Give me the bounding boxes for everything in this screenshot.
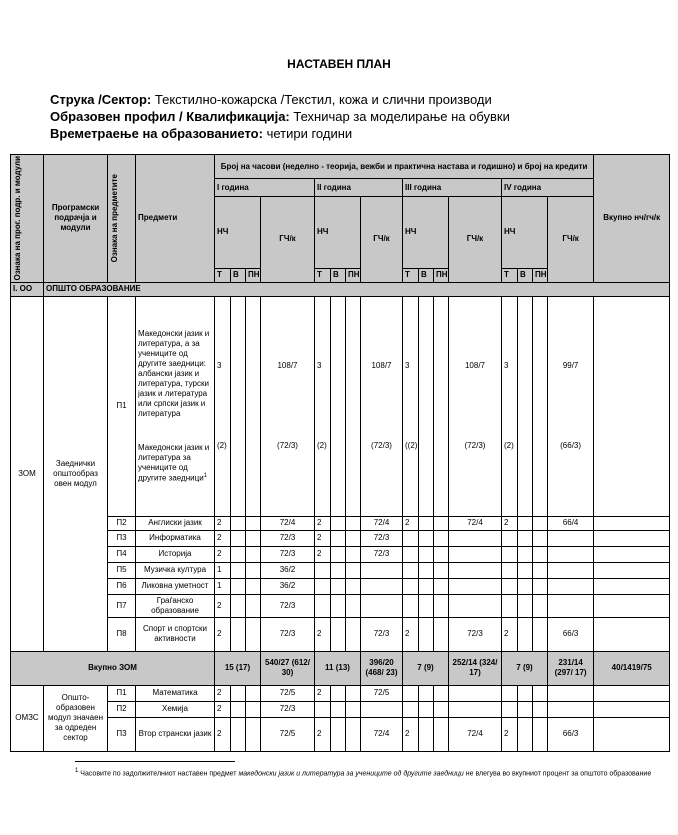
- total-nc: 11 (13): [315, 651, 361, 685]
- subject-name: Ликовна уметност: [136, 578, 215, 594]
- total-gc: 540/27 (612/ 30): [261, 651, 315, 685]
- gc-value: [361, 578, 403, 594]
- gc-value: 66/3: [548, 717, 594, 751]
- table-cell: [346, 546, 361, 562]
- table-cell: [246, 685, 261, 701]
- nc-value: 2: [315, 530, 331, 546]
- table-cell: [419, 562, 434, 578]
- table-cell: [533, 530, 548, 546]
- table-cell: [434, 530, 449, 546]
- field-line: [50, 92, 492, 107]
- section-mark: I. ОО: [11, 282, 44, 296]
- subject-code: П5: [108, 562, 136, 578]
- table-cell: [346, 562, 361, 578]
- subject-code: П1: [108, 685, 136, 701]
- nc-value: 1: [215, 562, 231, 578]
- t-header: Т: [502, 268, 518, 282]
- table-cell: [434, 546, 449, 562]
- gc-value: 72/4: [449, 516, 502, 530]
- table-cell: [331, 685, 346, 701]
- total-gc: 396/20 (468/ 23): [361, 651, 403, 685]
- year-header: III година: [403, 179, 502, 197]
- gc-value: [449, 530, 502, 546]
- nc-value: 2: [315, 617, 331, 651]
- nc-value: [502, 685, 518, 701]
- gc-header: ГЧ/к: [361, 197, 403, 283]
- nc-value: 1: [215, 578, 231, 594]
- gc-value: [449, 701, 502, 717]
- profile-value: Техничар за моделирање на обувки: [293, 109, 510, 124]
- gc-value: 72/4: [361, 516, 403, 530]
- table-cell: [231, 530, 246, 546]
- table-cell: [346, 594, 361, 617]
- v-header: В: [419, 268, 434, 282]
- table-cell: [231, 516, 246, 530]
- table-cell: [231, 578, 246, 594]
- gc-header: ГЧ/к: [261, 197, 315, 283]
- nc-value: 2: [315, 546, 331, 562]
- gc-value: 72/3: [261, 701, 315, 717]
- table-cell: [331, 516, 346, 530]
- v-header: В: [231, 268, 246, 282]
- nc-value: 2: [502, 617, 518, 651]
- subject-code: П1: [108, 296, 136, 516]
- footnote-divider: [75, 761, 235, 762]
- table-cell: [518, 594, 533, 617]
- nc-value: 2: [215, 617, 231, 651]
- gc-value: 36/2: [261, 578, 315, 594]
- table-cell: [419, 594, 434, 617]
- table-cell: [331, 530, 346, 546]
- table-cell: [594, 594, 670, 617]
- nc-value: 3 ((2): [403, 296, 419, 516]
- gc-value: 36/2: [261, 562, 315, 578]
- gc-value: 99/7 (66/3): [548, 296, 594, 516]
- table-cell: [594, 617, 670, 651]
- table-cell: [346, 617, 361, 651]
- table-row: [11, 617, 670, 651]
- total-all: 40/1419/75: [594, 651, 670, 685]
- gc-value: 108/7 (72/3): [261, 296, 315, 516]
- nc-header: НЧ: [315, 197, 361, 269]
- table-cell: [518, 578, 533, 594]
- gc-header: ГЧ/к: [449, 197, 502, 283]
- table-cell: [231, 685, 246, 701]
- col-subjects-header: Предмети: [136, 155, 215, 283]
- v-header: В: [331, 268, 346, 282]
- table-cell: [419, 717, 434, 751]
- nc-value: [502, 530, 518, 546]
- table-cell: [518, 701, 533, 717]
- table-cell: [346, 296, 361, 516]
- table-cell: [533, 594, 548, 617]
- table-cell: [331, 578, 346, 594]
- profile-label: Образовен профил / Квалификација:: [50, 109, 290, 124]
- table-cell: [231, 617, 246, 651]
- subject-name: Хемија: [136, 701, 215, 717]
- subject-code: П2: [108, 516, 136, 530]
- nc-value: [403, 685, 419, 701]
- nc-value: 2: [215, 530, 231, 546]
- table-cell: [331, 594, 346, 617]
- table-cell: [346, 717, 361, 751]
- table-row: [11, 530, 670, 546]
- table-cell: [419, 701, 434, 717]
- col-areas-header: Програмски подрачја и модули: [44, 155, 108, 283]
- subject-name: Музичка култура: [136, 562, 215, 578]
- table-cell: [594, 516, 670, 530]
- subject-name: Спорт и спортски активности: [136, 617, 215, 651]
- duration-line: [50, 126, 352, 141]
- nc-value: 3 (2): [315, 296, 331, 516]
- table-cell: [246, 578, 261, 594]
- year-header: I година: [215, 179, 315, 197]
- t-header: Т: [215, 268, 231, 282]
- table-cell: [231, 594, 246, 617]
- table-cell: [533, 701, 548, 717]
- table-cell: [231, 296, 246, 516]
- gc-value: 108/7 (72/3): [449, 296, 502, 516]
- gc-value: [548, 530, 594, 546]
- table-body: [11, 155, 670, 752]
- header-row: [11, 155, 670, 179]
- nc-value: 2: [315, 717, 331, 751]
- table-cell: [419, 685, 434, 701]
- pn-header: ПН: [246, 268, 261, 282]
- nc-header: НЧ: [403, 197, 449, 269]
- table-cell: [434, 562, 449, 578]
- t-header: Т: [403, 268, 419, 282]
- table-cell: [518, 530, 533, 546]
- table-cell: [518, 562, 533, 578]
- nc-value: [403, 546, 419, 562]
- nc-value: 2: [215, 717, 231, 751]
- nc-value: 3 (2): [215, 296, 231, 516]
- omz-area: Општо-образовен модул значаен за одреден сектор: [44, 685, 108, 751]
- table-cell: [246, 717, 261, 751]
- nc-value: [403, 578, 419, 594]
- table-cell: [246, 530, 261, 546]
- table-cell: [346, 685, 361, 701]
- table-cell: [346, 578, 361, 594]
- table-cell: [518, 516, 533, 530]
- table-row: [11, 546, 670, 562]
- table-row: [11, 578, 670, 594]
- year-header: IV година: [502, 179, 594, 197]
- table-cell: [594, 701, 670, 717]
- gc-value: [361, 562, 403, 578]
- table-cell: [331, 617, 346, 651]
- table-cell: [518, 296, 533, 516]
- table-cell: [231, 546, 246, 562]
- nc-value: [403, 594, 419, 617]
- table-cell: [594, 562, 670, 578]
- table-row: [11, 516, 670, 530]
- gc-value: 72/3: [449, 617, 502, 651]
- table-cell: [533, 685, 548, 701]
- table-cell: [533, 617, 548, 651]
- nc-value: [315, 562, 331, 578]
- nc-value: 2: [315, 516, 331, 530]
- total-nc: 15 (17): [215, 651, 261, 685]
- t-header: Т: [315, 268, 331, 282]
- subject-code: П3: [108, 530, 136, 546]
- table-cell: [419, 578, 434, 594]
- table-row: [11, 594, 670, 617]
- gc-value: [361, 701, 403, 717]
- subject-name: Англиски јазик: [136, 516, 215, 530]
- gc-value: 72/5: [261, 685, 315, 701]
- table-cell: [594, 296, 670, 516]
- table-cell: [434, 701, 449, 717]
- nc-value: 2: [502, 516, 518, 530]
- table-row: [11, 296, 670, 516]
- table-cell: [594, 578, 670, 594]
- nc-header: НЧ: [215, 197, 261, 269]
- nc-value: [502, 578, 518, 594]
- gc-value: [548, 546, 594, 562]
- subject-code: П7: [108, 594, 136, 617]
- gc-value: 72/5: [361, 685, 403, 701]
- gc-value: 72/4: [361, 717, 403, 751]
- gc-value: 108/7 (72/3): [361, 296, 403, 516]
- table-cell: [331, 296, 346, 516]
- table-cell: [533, 296, 548, 516]
- table-cell: [594, 530, 670, 546]
- subject-name: Втор странски јазик: [136, 717, 215, 751]
- table-cell: [594, 717, 670, 751]
- profile-line: [50, 109, 510, 124]
- subject-code: П3: [108, 717, 136, 751]
- subject-name: Математика: [136, 685, 215, 701]
- nc-value: [502, 546, 518, 562]
- table-cell: [331, 701, 346, 717]
- gc-value: 72/3: [261, 530, 315, 546]
- table-cell: [434, 717, 449, 751]
- table-cell: [246, 617, 261, 651]
- table-cell: [246, 546, 261, 562]
- table-cell: [419, 296, 434, 516]
- table-cell: [231, 701, 246, 717]
- duration-value: четири години: [266, 126, 353, 141]
- footnote: $^1$ Часовите по задолжителниот наставен предмет македонски јазик и литература за учениците од другите заедници не влегува во вкупниот процент за општото образование: [75, 768, 652, 778]
- subject-name: Историја: [136, 546, 215, 562]
- table-cell: [331, 546, 346, 562]
- nc-value: 2: [502, 717, 518, 751]
- nc-value: 2: [215, 546, 231, 562]
- table-cell: [518, 617, 533, 651]
- table-cell: [331, 717, 346, 751]
- gc-value: [548, 701, 594, 717]
- table-cell: [434, 617, 449, 651]
- nc-header: НЧ: [502, 197, 548, 269]
- omz-mark: ОМЗС: [11, 685, 44, 751]
- gc-value: 72/3: [261, 617, 315, 651]
- table-cell: [346, 701, 361, 717]
- table-cell: [533, 546, 548, 562]
- total-row: [11, 651, 670, 685]
- gc-value: [449, 578, 502, 594]
- gc-value: [548, 594, 594, 617]
- table-cell: [434, 296, 449, 516]
- subject-name: Македонски јазик и литература, а за учениците од другите заедници: албански јазик и литература, турски јазик и литература или српски јазик и литература Македонски јазик и литература за учениците од другите заедници$^1$: [136, 296, 215, 516]
- gc-value: [449, 546, 502, 562]
- table-cell: [246, 594, 261, 617]
- nc-value: 2: [215, 594, 231, 617]
- total-header: Вкупно нч/гч/к: [594, 155, 670, 283]
- col-mark-header: Ознака на прог. подр. и модули: [11, 155, 44, 283]
- table-cell: [434, 578, 449, 594]
- nc-value: 2: [403, 516, 419, 530]
- nc-value: [502, 701, 518, 717]
- subject-name: Информатика: [136, 530, 215, 546]
- table-cell: [331, 562, 346, 578]
- gc-value: [548, 562, 594, 578]
- year-header: II година: [315, 179, 403, 197]
- subject-code: П6: [108, 578, 136, 594]
- table-cell: [346, 530, 361, 546]
- gc-value: 72/4: [449, 717, 502, 751]
- total-nc: 7 (9): [502, 651, 548, 685]
- gc-value: 72/3: [261, 594, 315, 617]
- table-cell: [594, 546, 670, 562]
- table-cell: [533, 717, 548, 751]
- nc-value: [315, 594, 331, 617]
- table-row: [11, 685, 670, 701]
- table-cell: [434, 594, 449, 617]
- gc-value: 72/5: [261, 717, 315, 751]
- gc-value: [361, 594, 403, 617]
- nc-value: [502, 562, 518, 578]
- gc-value: [449, 685, 502, 701]
- gc-value: 72/3: [361, 530, 403, 546]
- nc-value: 3 (2): [502, 296, 518, 516]
- table-cell: [419, 516, 434, 530]
- table-cell: [246, 701, 261, 717]
- table-cell: [246, 516, 261, 530]
- nc-value: 2: [215, 685, 231, 701]
- table-cell: [533, 578, 548, 594]
- pn-header: ПН: [533, 268, 548, 282]
- total-gc: 231/14 (297/ 17): [548, 651, 594, 685]
- nc-value: 2: [403, 717, 419, 751]
- table-cell: [434, 516, 449, 530]
- table-cell: [434, 685, 449, 701]
- table-cell: [533, 562, 548, 578]
- table-cell: [594, 685, 670, 701]
- total-gc: 252/14 (324/ 17): [449, 651, 502, 685]
- table-cell: [231, 717, 246, 751]
- gc-value: [548, 578, 594, 594]
- gc-header: ГЧ/к: [548, 197, 594, 283]
- nc-value: [403, 701, 419, 717]
- table-cell: [419, 530, 434, 546]
- nc-value: [315, 578, 331, 594]
- nc-value: [403, 562, 419, 578]
- gc-value: 66/4: [548, 516, 594, 530]
- gc-value: [449, 594, 502, 617]
- pn-header: ПН: [346, 268, 361, 282]
- table-cell: [246, 562, 261, 578]
- nc-value: 2: [403, 617, 419, 651]
- section-label: ОПШТО ОБРАЗОВАНИЕ: [44, 282, 670, 296]
- nc-value: 2: [215, 701, 231, 717]
- zom-total-label: Вкупно ЗОМ: [11, 651, 215, 685]
- table-row: [11, 701, 670, 717]
- table-cell: [419, 617, 434, 651]
- gc-value: [548, 685, 594, 701]
- nc-value: 2: [315, 685, 331, 701]
- gc-value: 72/3: [261, 546, 315, 562]
- table-cell: [419, 546, 434, 562]
- gc-value: 72/4: [261, 516, 315, 530]
- section-row: [11, 282, 670, 296]
- total-nc: 7 (9): [403, 651, 449, 685]
- v-header: В: [518, 268, 533, 282]
- subject-name: Граѓанско образование: [136, 594, 215, 617]
- zom-mark: ЗОМ: [11, 296, 44, 651]
- subject-code: П2: [108, 701, 136, 717]
- nc-value: 2: [215, 516, 231, 530]
- gc-value: [449, 562, 502, 578]
- zom-area: Заеднички општообраз овен модул: [44, 296, 108, 651]
- table-cell: [518, 546, 533, 562]
- pn-header: ПН: [434, 268, 449, 282]
- table-cell: [533, 516, 548, 530]
- table-cell: [346, 516, 361, 530]
- field-label: Струка /Сектор:: [50, 92, 152, 107]
- nc-value: [502, 594, 518, 617]
- table-cell: [246, 296, 261, 516]
- table-row: [11, 717, 670, 751]
- nc-value: [403, 530, 419, 546]
- col-subj-mark-header: Ознака на предметите: [108, 155, 136, 283]
- table-cell: [518, 685, 533, 701]
- duration-label: Времетраење на образованието:: [50, 126, 263, 141]
- table-row: [11, 562, 670, 578]
- gc-value: 72/3: [361, 617, 403, 651]
- table-cell: [518, 717, 533, 751]
- nc-value: [315, 701, 331, 717]
- table-cell: [231, 562, 246, 578]
- subject-code: П8: [108, 617, 136, 651]
- subject-code: П4: [108, 546, 136, 562]
- field-value: Текстилно-кожарска /Текстил, кожа и слични производи: [154, 92, 492, 107]
- hours-header: Број на часови (неделно - теорија, вежби и практична настава и годишно) и број на кредити: [215, 155, 594, 179]
- page-title: НАСТАВЕН ПЛАН: [287, 57, 391, 71]
- gc-value: 72/3: [361, 546, 403, 562]
- gc-value: 66/3: [548, 617, 594, 651]
- curriculum-table: [10, 154, 670, 752]
